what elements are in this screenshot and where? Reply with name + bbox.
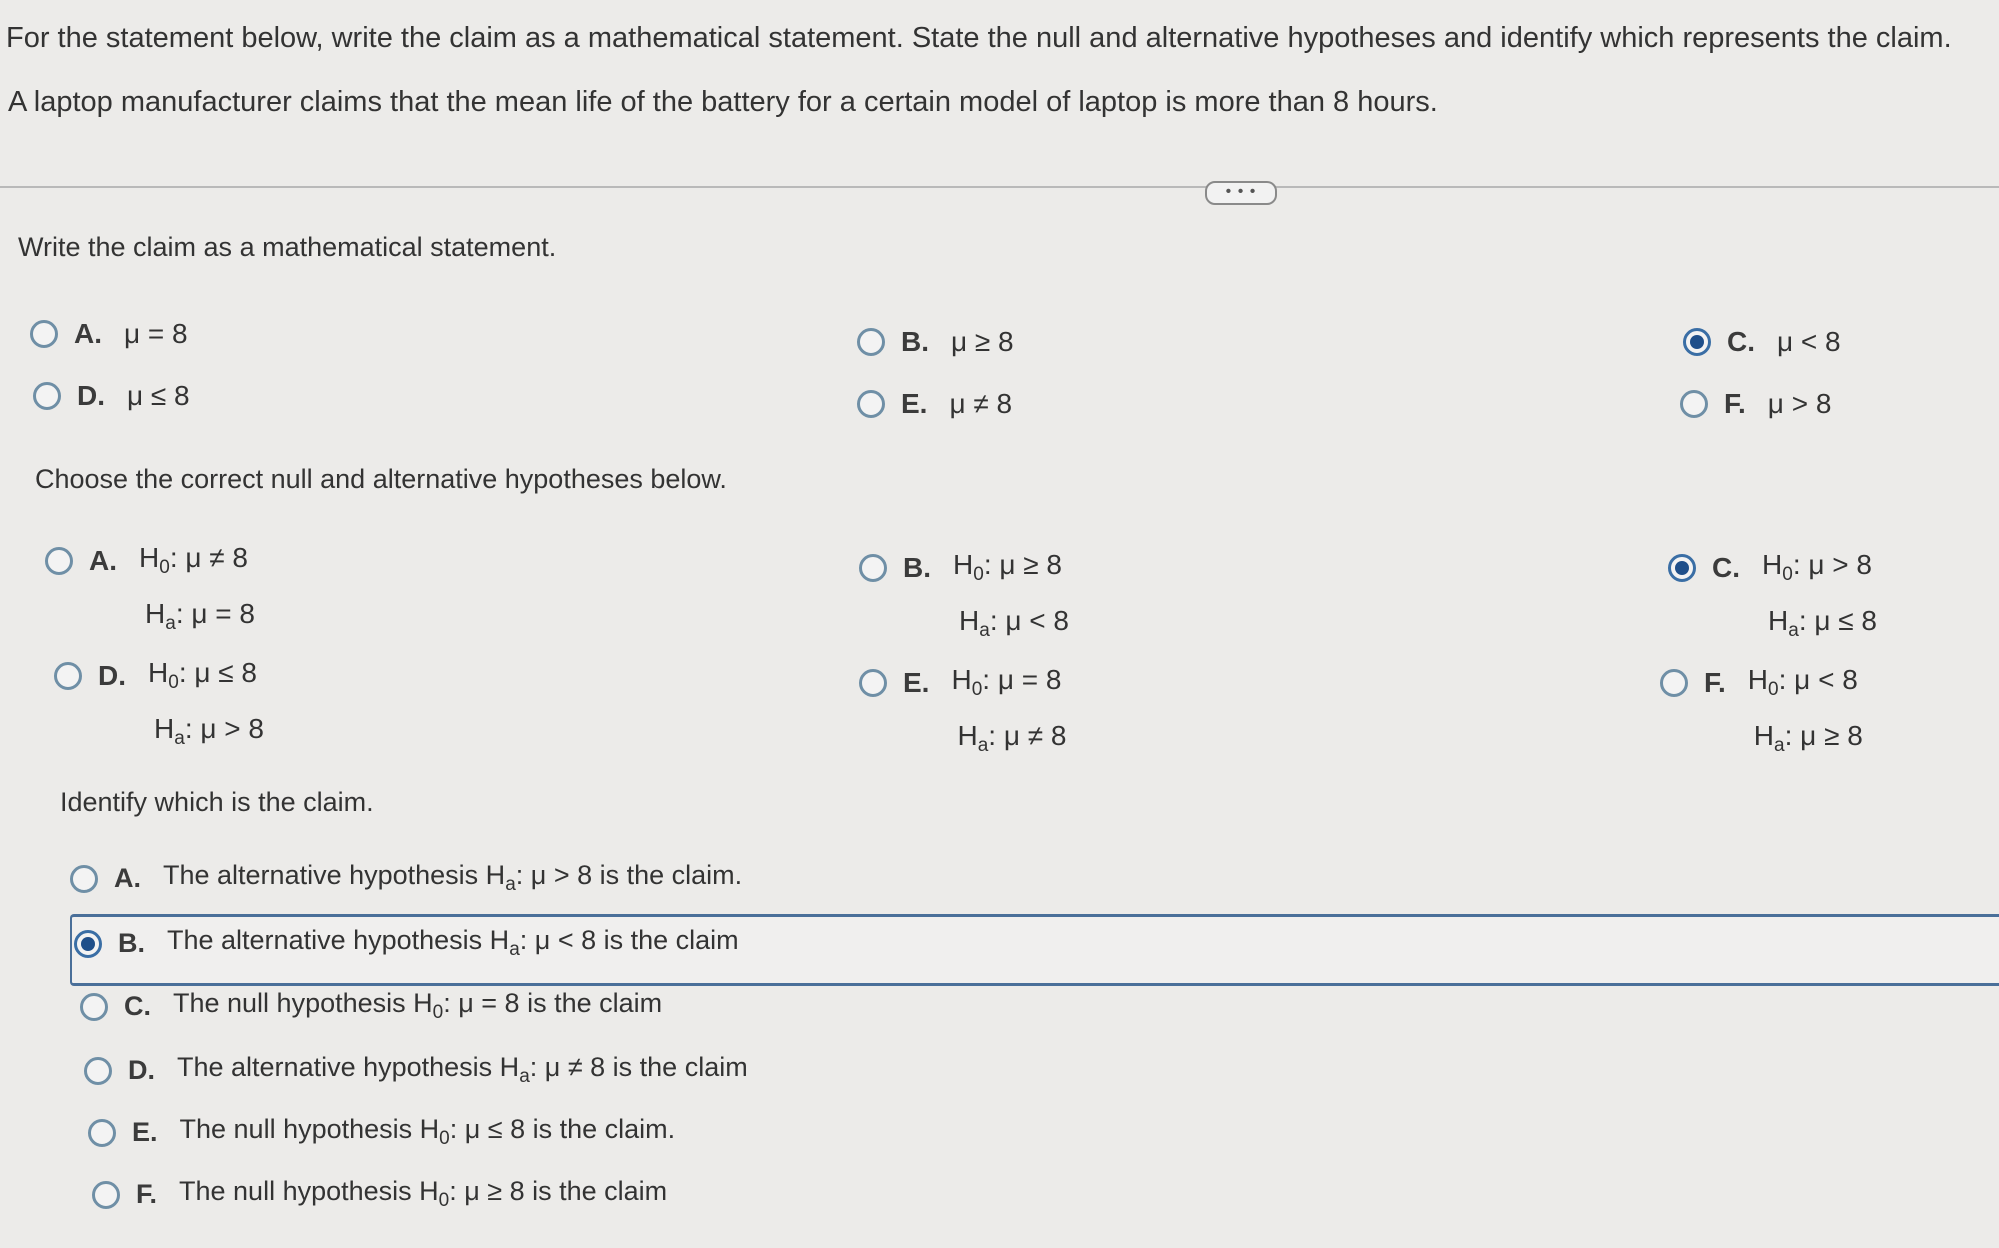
option-text: μ ≤ 8 (127, 380, 190, 411)
part3-option-b[interactable] (74, 925, 739, 961)
null-hypothesis: $H_0$: μ ≤ 8 (148, 657, 258, 693)
alternative-hypothesis: $H_a$: μ ≤ 8 (1768, 605, 1878, 641)
option-text: μ > 8 (1767, 388, 1832, 419)
null-hypothesis: $H_0$: μ = 8 (951, 664, 1062, 700)
option-letter: E. (903, 667, 930, 698)
radio-button[interactable] (80, 993, 108, 1021)
option-letter: D. (128, 1054, 155, 1085)
part3-option-e[interactable] (88, 1114, 675, 1150)
radio-button[interactable] (1680, 390, 1708, 418)
radio-button[interactable] (857, 328, 885, 356)
alternative-hypothesis: $H_a$: μ ≥ 8 (1753, 720, 1863, 756)
part1-option-c[interactable] (1683, 326, 1841, 358)
radio-button[interactable] (857, 390, 885, 418)
option-letter: B. (903, 552, 931, 583)
radio-button[interactable] (70, 865, 98, 893)
option-text: The null hypothesis $H_0$: μ = 8 is the claim (173, 988, 663, 1023)
part3-option-d[interactable] (84, 1052, 748, 1088)
part2-option-c[interactable] (1668, 549, 1878, 654)
option-text: The alternative hypothesis $H_a$: μ < 8 is the claim (167, 925, 739, 960)
radio-button[interactable] (30, 320, 58, 348)
option-letter: A. (89, 545, 117, 576)
radio-button-selected[interactable] (1683, 328, 1711, 356)
part1-option-b[interactable] (857, 326, 1014, 358)
instruction-text: For the statement below, write the claim as a mathematical statement. State the null and alternative hypotheses and identify which represents the claim. (6, 22, 1952, 54)
option-text: μ ≠ 8 (949, 388, 1013, 419)
alternative-hypothesis: $H_a$: μ ≠ 8 (957, 720, 1067, 756)
radio-button[interactable] (33, 382, 61, 410)
option-letter: A. (114, 862, 141, 893)
option-letter: A. (74, 318, 102, 349)
part2-prompt: Choose the correct null and alternative hypotheses below. (35, 464, 727, 494)
option-letter: D. (98, 660, 126, 691)
option-letter: C. (124, 990, 151, 1021)
radio-button[interactable] (859, 554, 887, 582)
alternative-hypothesis: $H_a$: μ < 8 (959, 605, 1069, 641)
option-text: μ = 8 (124, 318, 188, 349)
option-letter: B. (901, 326, 929, 357)
option-letter: D. (77, 380, 105, 411)
part1-option-d[interactable] (33, 380, 190, 412)
option-text: μ < 8 (1777, 326, 1841, 357)
null-hypothesis: $H_0$: μ ≠ 8 (139, 542, 249, 578)
option-letter: B. (118, 927, 145, 958)
option-letter: E. (901, 388, 928, 419)
radio-button[interactable] (45, 547, 73, 575)
part1-option-f[interactable] (1680, 388, 1831, 420)
radio-button[interactable] (859, 669, 887, 697)
radio-button-selected[interactable] (74, 930, 102, 958)
option-letter: F. (136, 1178, 158, 1209)
alternative-hypothesis: $H_a$: μ > 8 (154, 713, 264, 749)
radio-button[interactable] (1660, 669, 1688, 697)
option-text: The null hypothesis $H_0$: μ ≤ 8 is the claim. (179, 1114, 676, 1149)
part2-option-b[interactable] (859, 549, 1069, 654)
part3-option-c[interactable] (80, 988, 662, 1024)
radio-button[interactable] (54, 662, 82, 690)
part2-option-a[interactable] (45, 542, 255, 647)
alternative-hypothesis: $H_a$: μ = 8 (145, 598, 255, 634)
section-divider (0, 186, 1999, 188)
part1-option-e[interactable] (857, 388, 1012, 420)
null-hypothesis: $H_0$: μ > 8 (1762, 549, 1872, 585)
part3-prompt: Identify which is the claim. (60, 787, 374, 817)
null-hypothesis: $H_0$: μ ≥ 8 (953, 549, 1063, 585)
option-text: μ ≥ 8 (951, 326, 1014, 357)
option-letter: F. (1704, 667, 1726, 698)
radio-button[interactable] (88, 1119, 116, 1147)
radio-button-selected[interactable] (1668, 554, 1696, 582)
part1-option-a[interactable] (30, 318, 188, 350)
problem-statement: A laptop manufacturer claims that the mean life of the battery for a certain model of laptop is more than 8 hours. (8, 86, 1438, 118)
option-letter: F. (1724, 388, 1746, 419)
more-options-button[interactable]: • • • (1205, 181, 1277, 205)
part3-option-f[interactable] (92, 1176, 667, 1212)
option-text: The alternative hypothesis $H_a$: μ > 8 is the claim. (163, 860, 743, 895)
radio-button[interactable] (84, 1057, 112, 1085)
part1-prompt: Write the claim as a mathematical statement. (18, 232, 557, 262)
option-text: The alternative hypothesis $H_a$: μ ≠ 8 is the claim (177, 1052, 748, 1087)
part2-option-f[interactable] (1660, 664, 1863, 769)
option-letter: C. (1727, 326, 1755, 357)
part2-option-d[interactable] (54, 657, 264, 762)
option-letter: E. (132, 1116, 158, 1147)
null-hypothesis: $H_0$: μ < 8 (1747, 664, 1858, 700)
part3-option-a[interactable] (70, 860, 742, 896)
part2-option-e[interactable] (859, 664, 1067, 769)
option-letter: C. (1712, 552, 1740, 583)
radio-button[interactable] (92, 1181, 120, 1209)
option-text: The null hypothesis $H_0$: μ ≥ 8 is the claim (179, 1176, 668, 1211)
